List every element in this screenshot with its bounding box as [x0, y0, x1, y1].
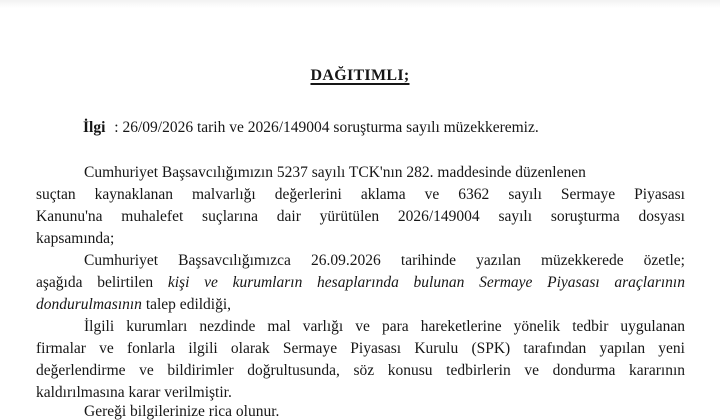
paragraph1-line3: Kanunu'na muhalefet suçlarına dair yürütülen 2026/149004 sayılı soruşturma dosyası	[36, 208, 685, 225]
scan-edge	[0, 0, 720, 8]
paragraph2-line2-italic: kişi ve kurumların hesaplarında bulunan Sermaye Piyasası araçlarının	[167, 274, 685, 291]
paragraph1-line2: suçtan kaynaklanan malvarlığı değerlerini aklama ve 6362 sayılı Sermaye Piyasası	[36, 186, 685, 203]
closing-line: Gereği bilgilerinize rica olunur.	[84, 403, 280, 420]
paragraph2-line2	[36, 273, 685, 293]
paragraph3-line1: İlgili kurumları nezdinde mal varlığı ve para hareketlerine yönelik tedbir uygulanan	[84, 318, 685, 335]
paragraph2-line1: Cumhuriyet Başsavcılığımızca 26.09.2026 tarihinde yazılan müzekkerede özetle;	[84, 252, 685, 269]
reference-label: İlgi	[83, 119, 106, 136]
paragraph2-line2-plain: aşağıda belirtilen	[36, 274, 168, 291]
paragraph2-line3-plain: talep edildiği,	[141, 296, 232, 313]
paragraph3-line2: firmalar ve fonlarla ilgili olarak Sermaye Piyasası Kurulu (SPK) tarafından yapılan yeni	[36, 340, 685, 357]
document-title-text: DAĞITIMLI;	[310, 67, 410, 84]
paragraph1-line1: Cumhuriyet Başsavcılığımızın 5237 sayılı TCK'nın 282. maddesinde düzenlenen	[84, 164, 586, 181]
paragraph2-line3-italic: dondurulmasının	[36, 296, 142, 313]
paragraph1-line4: kapsamında;	[36, 230, 115, 247]
reference-line	[83, 118, 539, 138]
paragraph2-line3	[36, 295, 231, 315]
paragraph3-line3: değerlendirme ve bildirimler doğrultusunda, söz konusu tedbirlerin ve dondurma kararının	[36, 362, 685, 379]
reference-text: : 26/09/2026 tarih ve 2026/149004 soruşturma sayılı müzekkeremiz.	[114, 119, 539, 136]
document-title	[0, 66, 720, 86]
paragraph3-line4: kaldırılmasına karar verilmiştir.	[36, 384, 232, 401]
